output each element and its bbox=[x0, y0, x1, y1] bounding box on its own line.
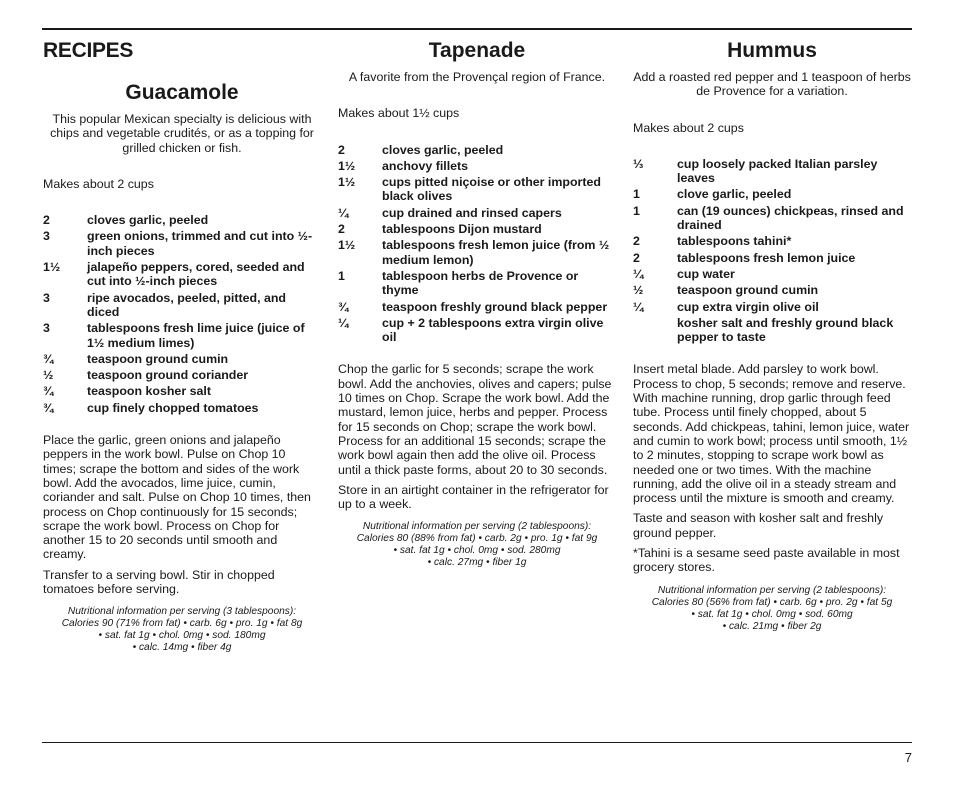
recipe-intro: A favorite from the Provençal region of France. bbox=[348, 70, 606, 84]
ingredient-row bbox=[338, 300, 616, 316]
ingredient-qty: 2 bbox=[338, 222, 345, 237]
ingredient-qty: 1 bbox=[633, 187, 640, 202]
ingredient-item: cup loosely packed Italian parsley leaves bbox=[677, 156, 878, 186]
ingredient-row bbox=[633, 234, 911, 250]
ingredient-row bbox=[338, 222, 616, 238]
ingredient-row bbox=[633, 316, 911, 347]
ingredient-row bbox=[633, 187, 911, 203]
ingredient-item: teaspoon ground coriander bbox=[87, 368, 249, 383]
tapenade-column bbox=[338, 38, 616, 569]
ingredient-qty: ½ bbox=[633, 283, 644, 298]
recipe-yield: Makes about 2 cups bbox=[633, 120, 744, 135]
ingredient-qty: ¼ bbox=[338, 205, 349, 220]
ingredient-qty: 1½ bbox=[338, 238, 356, 253]
ingredient-qty: ¾ bbox=[43, 384, 54, 399]
directions-paragraph: Insert metal blade. Add parsley to work bowl. Process to chop, 5 seconds; remove and reserve. With machine running, drop garlic through feed tube. Process until finely chopped, about 5 seconds. Add chickpeas, tahini, lemon juice, water and cumin to work bowl; process until smooth, 1½ to 2 minutes, stopping to scrape work bowl as needed one or two times. With the machine running, add the olive oil in a steady stream and process until the mixture is smooth and creamy. bbox=[633, 362, 910, 506]
hummus-column bbox=[633, 38, 911, 633]
nutrition-line: • calc. 14mg • fiber 4g bbox=[132, 642, 232, 654]
ingredient-row bbox=[43, 401, 321, 417]
ingredient-item: cup extra virgin olive oil bbox=[677, 299, 819, 314]
ingredient-item: ripe avocados, peeled, pitted, and diced bbox=[87, 290, 286, 319]
nutrition-line: • calc. 21mg • fiber 2g bbox=[722, 620, 822, 632]
ingredient-list bbox=[338, 143, 616, 347]
nutrition-line: Nutritional information per serving (3 tablespoons): bbox=[67, 606, 297, 618]
ingredient-row bbox=[633, 300, 911, 316]
ingredient-row bbox=[633, 157, 911, 188]
nutrition-line: Nutritional information per serving (2 tablespoons): bbox=[657, 584, 887, 596]
top-rule bbox=[42, 28, 912, 30]
ingredient-qty: ¾ bbox=[338, 299, 349, 314]
nutrition-info bbox=[43, 606, 321, 654]
section-label: RECIPES bbox=[43, 39, 134, 62]
ingredient-item: tablespoons tahini* bbox=[677, 234, 792, 249]
recipe-intro: Add a roasted red pepper and 1 teaspoon of herbs de Provence for a variation. bbox=[633, 70, 911, 99]
ingredient-qty: 1½ bbox=[43, 260, 61, 275]
ingredient-item: tablespoons fresh lemon juice bbox=[677, 250, 856, 265]
ingredient-item: cups pitted niçoise or other imported black olives bbox=[382, 175, 601, 204]
directions-paragraph: Taste and season with kosher salt and freshly ground pepper. bbox=[633, 511, 884, 540]
ingredient-row bbox=[43, 384, 321, 400]
ingredient-item: kosher salt and freshly ground black pepper to taste bbox=[677, 315, 894, 345]
ingredient-row bbox=[633, 283, 911, 299]
ingredient-row bbox=[43, 291, 321, 322]
ingredient-item: green onions, trimmed and cut into ½-inch pieces bbox=[87, 229, 313, 258]
ingredient-item: can (19 ounces) chickpeas, rinsed and drained bbox=[677, 203, 904, 233]
ingredient-row bbox=[43, 260, 321, 291]
nutrition-line: • sat. fat 1g • chol. 0mg • sod. 180mg bbox=[98, 630, 266, 642]
ingredient-row bbox=[43, 321, 321, 352]
ingredient-qty: ¼ bbox=[633, 299, 644, 314]
ingredient-row bbox=[338, 238, 616, 269]
recipe-title-hummus: Hummus bbox=[727, 39, 817, 62]
ingredient-item: cloves garlic, peeled bbox=[382, 142, 504, 157]
ingredient-qty: 2 bbox=[633, 250, 640, 265]
ingredient-qty: ¼ bbox=[338, 315, 349, 330]
ingredient-qty: 2 bbox=[633, 234, 640, 249]
ingredient-item: tablespoon herbs de Provence or thyme bbox=[382, 268, 579, 298]
ingredient-qty: ¾ bbox=[43, 400, 54, 415]
ingredient-qty: 3 bbox=[43, 229, 50, 244]
ingredient-qty: ¼ bbox=[633, 266, 644, 281]
guacamole-column bbox=[43, 38, 321, 654]
ingredient-item: cup finely chopped tomatoes bbox=[87, 400, 259, 415]
ingredient-row bbox=[338, 316, 616, 347]
ingredient-item: teaspoon ground cumin bbox=[677, 283, 819, 298]
directions-paragraph: Place the garlic, green onions and jalapeño peppers in the work bowl. Pulse on Chop 10 times; scrape the bottom and sides of the work bowl. Add the avocados, lime juice, cumin, coriander and salt. Pulse on Chop 10 times, then process on Chop continuously for 15 seconds; scrape the work bowl. Process on Chop for another 15 to 20 seconds until smooth and creamy. bbox=[43, 433, 311, 562]
nutrition-info bbox=[338, 521, 616, 569]
ingredient-item: teaspoon freshly ground black pepper bbox=[382, 299, 608, 314]
recipe-intro: This popular Mexican specialty is delicious with chips and vegetable crudités, or as a topping for grilled chicken or fish. bbox=[50, 112, 314, 155]
footnote: *Tahini is a sesame seed paste available in most grocery stores. bbox=[633, 546, 900, 575]
ingredient-row bbox=[633, 204, 911, 235]
nutrition-line: Calories 90 (71% from fat) • carb. 6g • pro. 1g • fat 8g bbox=[61, 618, 303, 630]
ingredient-item: clove garlic, peeled bbox=[677, 187, 792, 202]
ingredient-row bbox=[43, 213, 321, 229]
directions-paragraph: Store in an airtight container in the refrigerator for up to a week. bbox=[338, 482, 609, 512]
ingredient-item: jalapeño peppers, cored, seeded and cut into ½-inch pieces bbox=[87, 260, 305, 289]
bottom-rule bbox=[42, 742, 912, 743]
ingredient-qty: 2 bbox=[43, 213, 50, 228]
ingredient-item: cloves garlic, peeled bbox=[87, 213, 209, 228]
ingredient-row bbox=[633, 267, 911, 283]
ingredient-qty: 3 bbox=[43, 321, 50, 336]
ingredient-row bbox=[338, 269, 616, 300]
nutrition-line: Nutritional information per serving (2 tablespoons): bbox=[362, 521, 592, 533]
ingredient-item: cup + 2 tablespoons extra virgin olive oil bbox=[382, 315, 604, 345]
ingredient-item: cup drained and rinsed capers bbox=[382, 205, 562, 220]
ingredient-row bbox=[338, 206, 616, 222]
page-number: 7 bbox=[904, 750, 912, 765]
ingredient-row bbox=[338, 175, 616, 206]
directions-paragraph: Chop the garlic for 5 seconds; scrape the work bowl. Add the anchovies, olives and capers; pulse 10 times on Chop. Scrape the work bowl. Add the mustard, lemon juice, herbs and pepper. Process for 15 seconds on Chop; scrape the work bowl. Process for an additional 15 seconds; scrape the work bowl again then add the olive oil. Process until a thick paste forms, about 20 to 30 seconds. bbox=[338, 362, 612, 477]
ingredient-item: tablespoons fresh lemon juice (from ½ medium lemon) bbox=[382, 238, 610, 267]
ingredient-row bbox=[633, 251, 911, 267]
nutrition-line: Calories 80 (56% from fat) • carb. 6g • pro. 2g • fat 5g bbox=[651, 596, 893, 608]
nutrition-line: • sat. fat 1g • chol. 0mg • sod. 60mg bbox=[691, 608, 853, 620]
ingredient-item: tablespoons fresh lime juice (juice of 1½ medium limes) bbox=[87, 321, 305, 350]
ingredient-qty: ⅓ bbox=[633, 156, 644, 171]
ingredient-list bbox=[633, 157, 911, 347]
ingredient-qty: ¾ bbox=[43, 351, 54, 366]
recipe-title-guacamole: Guacamole bbox=[125, 81, 239, 104]
ingredient-item: teaspoon kosher salt bbox=[87, 384, 211, 399]
ingredient-qty: 2 bbox=[338, 142, 345, 157]
nutrition-line: • calc. 27mg • fiber 1g bbox=[427, 557, 527, 569]
ingredient-item: anchovy fillets bbox=[382, 158, 469, 173]
ingredient-item: teaspoon ground cumin bbox=[87, 351, 229, 366]
recipe-title-tapenade: Tapenade bbox=[428, 39, 526, 62]
ingredient-list bbox=[43, 213, 321, 417]
nutrition-info bbox=[633, 585, 911, 633]
ingredient-row bbox=[43, 368, 321, 384]
ingredient-qty: 1 bbox=[338, 268, 345, 283]
recipe-yield: Makes about 1½ cups bbox=[338, 106, 460, 121]
ingredient-qty: ½ bbox=[43, 368, 54, 383]
recipe-yield: Makes about 2 cups bbox=[43, 176, 154, 191]
ingredient-qty bbox=[633, 316, 677, 347]
ingredient-qty: 1 bbox=[633, 203, 640, 218]
ingredient-item: tablespoons Dijon mustard bbox=[382, 222, 542, 237]
ingredient-item: cup water bbox=[677, 266, 735, 281]
ingredient-qty: 3 bbox=[43, 290, 50, 305]
nutrition-line: Calories 80 (88% from fat) • carb. 2g • pro. 1g • fat 9g bbox=[356, 533, 598, 545]
ingredient-qty: 1½ bbox=[338, 175, 356, 190]
nutrition-line: • sat. fat 1g • chol. 0mg • sod. 280mg bbox=[393, 545, 561, 557]
directions-paragraph: Transfer to a serving bowl. Stir in chopped tomatoes before serving. bbox=[43, 567, 275, 597]
ingredient-row bbox=[338, 143, 616, 159]
ingredient-row bbox=[43, 229, 321, 260]
ingredient-qty: 1½ bbox=[338, 158, 356, 173]
ingredient-row bbox=[338, 159, 616, 175]
ingredient-row bbox=[43, 352, 321, 368]
